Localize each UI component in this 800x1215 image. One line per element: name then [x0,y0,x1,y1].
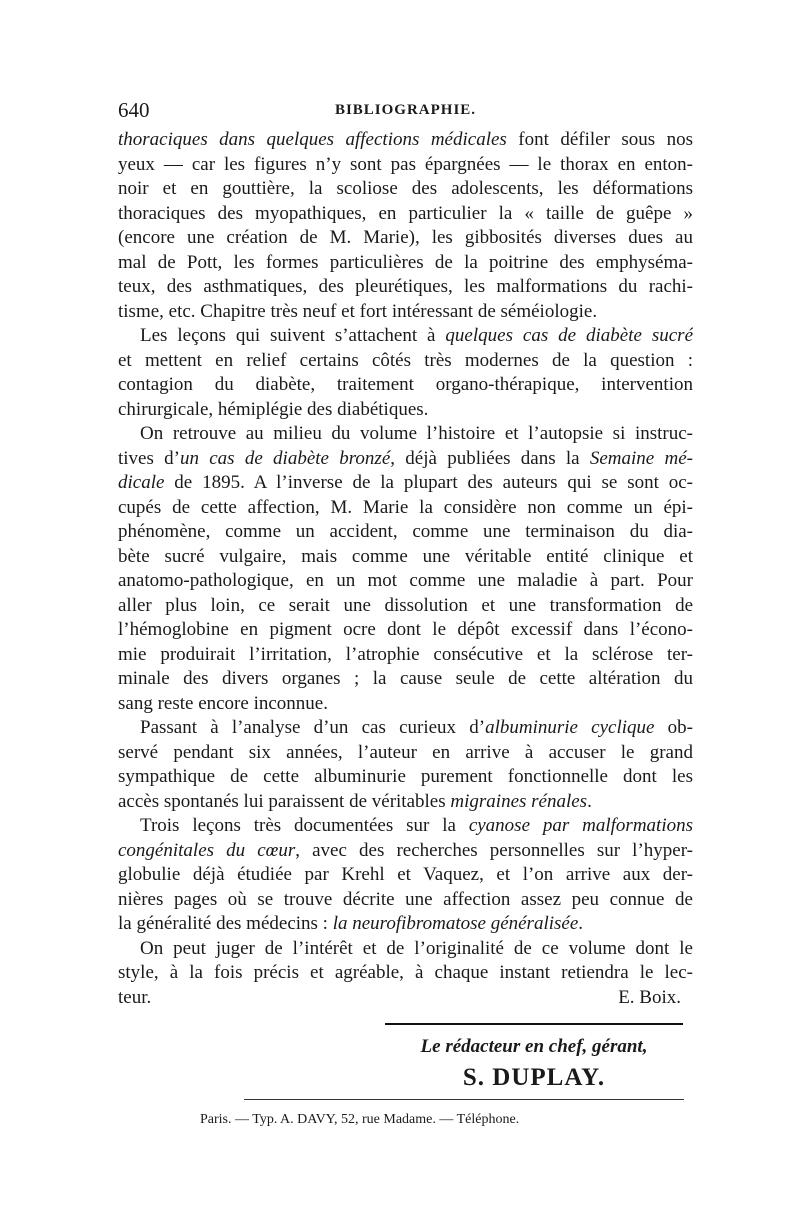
body-text [118,128,693,1010]
text-line: accès spontanés lui paraissent de véritables migraines rénales. [118,790,592,812]
text-line: et mettent en relief certains côtés très modernes de la question : [118,349,693,371]
text-line: phénomène, comme un accident, comme une terminaison du dia- [118,521,693,542]
paragraph-start: On peut juger de l’intérêt et de l’originalité de ce volume dont le [140,937,693,959]
text-line: la généralité des médecins : la neurofibromatose généralisée. [118,913,584,934]
text-line: congénitales du cœur, avec des recherches personnelles sur l’hyper- [118,839,693,861]
text-line: bète sucré vulgaire, mais comme une véritable entité clinique et [118,545,693,567]
text-line: cupés de cette affection, M. Marie la considère non comme un épi- [118,496,693,518]
text-line: mie produirait l’irritation, l’atrophie consécutive et la sclérose ter- [118,643,693,665]
text-line: contagion du diabète, traitement organo-thérapique, intervention [118,374,693,395]
text-line: sympathique de cette albuminurie purement fonctionnelle dont les [118,766,693,787]
text-line: servé pendant six années, l’auteur en arrive à accuser le grand [118,741,693,763]
text-line: teux, des asthmatiques, des pleurétiques, les malformations du rachi- [118,276,693,297]
text-line: mal de Pott, les formes particulières de la poitrine des emphyséma- [118,251,693,273]
page-number: 640 [118,98,150,122]
paragraph-start: Trois leçons très documentées sur la cyanose par malformations [140,815,693,836]
text-line: globulie déjà étudiée par Krehl et Vaquez, et l’on arrive aux der- [118,864,693,885]
text-line: style, à la fois précis et agréable, à chaque instant retiendra le lec- [118,962,693,983]
paragraph-start: On retrouve au milieu du volume l’histoire et l’autopsie si instruc- [140,423,693,444]
text-line: dicale de 1895. A l’inverse de la plupart des auteurs qui se sont oc- [118,472,693,493]
text-line: sang reste encore inconnue. [118,692,328,714]
text-line: l’hémoglobine en pigment ocre dont le dépôt excessif dans l’écono- [118,619,693,640]
text-line: tives d’un cas de diabète bronzé, déjà publiées dans la Semaine mé- [118,447,693,469]
signature-line [118,986,693,1011]
text-line: minale des divers organes ; la cause seule de cette altération du [118,668,693,689]
running-title: BIBLIOGRAPHIE. [334,102,477,118]
divider [244,1099,684,1100]
text-line: tisme, etc. Chapitre très neuf et fort intéressant de séméiologie. [118,300,598,322]
text-line: nières pages où se trouve décrite une affection assez peu connue de [118,888,693,910]
paragraph-start: Les leçons qui suivent s’attachent à quelques cas de diabète sucré [140,325,693,346]
paragraph-start: Passant à l’analyse d’un cas curieux d’albuminurie cyclique ob- [140,717,693,738]
text-line: thoraciques dans quelques affections médicales font défiler sous nos [118,129,693,150]
editor-role: Le rédacteur en chef, gérant, [420,1036,648,1057]
text-line: aller plus loin, ce serait une dissolution et une transformation de [118,594,693,616]
final-word: teur. [118,986,152,1008]
page-header [118,98,693,128]
divider [385,1023,683,1025]
editor-name: S. DUPLAY. [462,1064,606,1091]
text-line: (encore une création de M. Marie), les gibbosités diverses dues au [118,227,693,248]
text-line: thoraciques des myopathiques, en particulier la « taille de guêpe » [118,202,693,224]
text-line: yeux — car les figures n’y sont pas épargnées — le thorax en enton- [118,153,693,175]
printer-line: Paris. — Typ. A. DAVY, 52, rue Madame. — Téléphone. [200,1112,520,1127]
text-line: noir et en gouttière, la scoliose des adolescents, les déformations [118,178,693,199]
text-line: anatomo-pathologique, en un mot comme une maladie à part. Pour [118,570,693,591]
text-line: chirurgicale, hémiplégie des diabétiques. [118,398,429,420]
signature: E. Boix. [618,986,681,1008]
